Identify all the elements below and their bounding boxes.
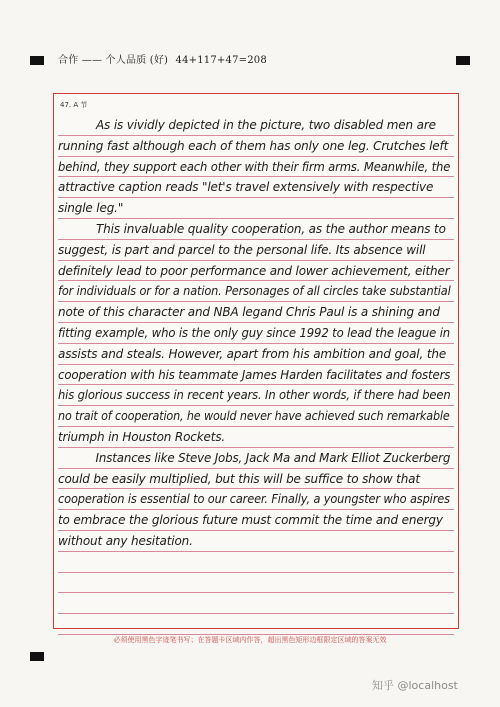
essay-line (58, 510, 454, 531)
essay-line (58, 219, 454, 240)
essay-line-text: definitely lead to poor performance and lower achievement, either (58, 263, 450, 278)
essay-line (58, 552, 454, 573)
essay-line-text: cooperation is essential to our career. Finally, a youngster who aspires (58, 492, 450, 507)
watermark: 知乎 @localhost (372, 679, 458, 692)
alignment-mark-bottom-left (30, 652, 44, 661)
essay-line (58, 261, 454, 282)
instruction-note: 必须使用黑色字迹笔书写；在答题卡区域内作答，超出黑色矩形边框限定区域的答案无效 (113, 636, 387, 644)
essay-line (58, 302, 454, 323)
essay-line-text: suggest, is part and parcel to the personal life. Its absence will (58, 242, 426, 257)
question-number: 47. A 节 (60, 101, 88, 109)
essay-line (58, 573, 454, 594)
essay-line-text: cooperation with his teammate James Harden facilitates and fosters (58, 367, 451, 382)
header-equation: 44+117+47=208 (175, 55, 267, 66)
essay-line-text: to embrace the glorious future must commit the time and energy (58, 513, 443, 528)
essay-line (58, 157, 454, 178)
header-label: 合作 —— 个人品质 (好) (58, 55, 169, 66)
essay-line-text: triumph in Houston Rockets. (58, 430, 226, 444)
alignment-mark-top-left (30, 56, 44, 65)
essay-header (58, 51, 271, 67)
essay-line (58, 136, 454, 157)
essay-line (58, 469, 454, 490)
essay-line (58, 365, 454, 386)
essay-line (58, 531, 454, 552)
essay-line-text: assists and steals. However, apart from his ambition and goal, the (58, 346, 447, 361)
essay-line-text: single leg." (58, 201, 124, 216)
essay-line (58, 614, 454, 635)
essay-line-text: This invaluable quality cooperation, as the author means to (96, 222, 446, 236)
essay-line-text: running fast although each of them has only one leg. Crutches left (58, 138, 449, 153)
essay-line (58, 177, 454, 198)
essay-line-text: fitting example, who is the only guy since 1992 to lead the league in (58, 326, 451, 340)
alignment-mark-top-right (456, 56, 470, 65)
essay-line-text: could be easily multiplied, but this will be suffice to show that (58, 471, 420, 486)
essay-line (58, 385, 454, 406)
essay-line (58, 448, 454, 469)
essay-line (58, 489, 454, 510)
essay-line-text: no trait of cooperation, he would never have achieved such remarkable (58, 409, 450, 424)
essay-line (58, 593, 454, 614)
essay-line (58, 281, 454, 302)
essay-line (58, 115, 454, 136)
essay-line (58, 406, 454, 427)
answer-frame (53, 93, 459, 629)
essay-line-text: note of this character and NBA legand Chris Paul is a shining and (58, 305, 440, 320)
essay-line (58, 198, 454, 219)
essay-line (58, 323, 454, 344)
essay-line (58, 344, 454, 365)
essay-line-text: Instances like Steve Jobs, Jack Ma and Mark Elliot Zuckerberg (95, 450, 451, 465)
essay-line-text: behind, they support each other with their firm arms. Meanwhile, the (58, 159, 451, 174)
essay-line (58, 427, 454, 448)
essay-line-text: without any hesitation. (58, 534, 193, 548)
essay-line-text: As is vividly depicted in the picture, two disabled men are (96, 118, 436, 132)
essay-line-text: his glorious success in recent years. In other words, if there had been (58, 388, 451, 403)
essay-line (58, 240, 454, 261)
essay-line-text: attractive caption reads "let's travel extensively with respective (58, 180, 434, 195)
essay-line-text: for individuals or for a nation. Personages of all circles take substantial (58, 284, 451, 299)
